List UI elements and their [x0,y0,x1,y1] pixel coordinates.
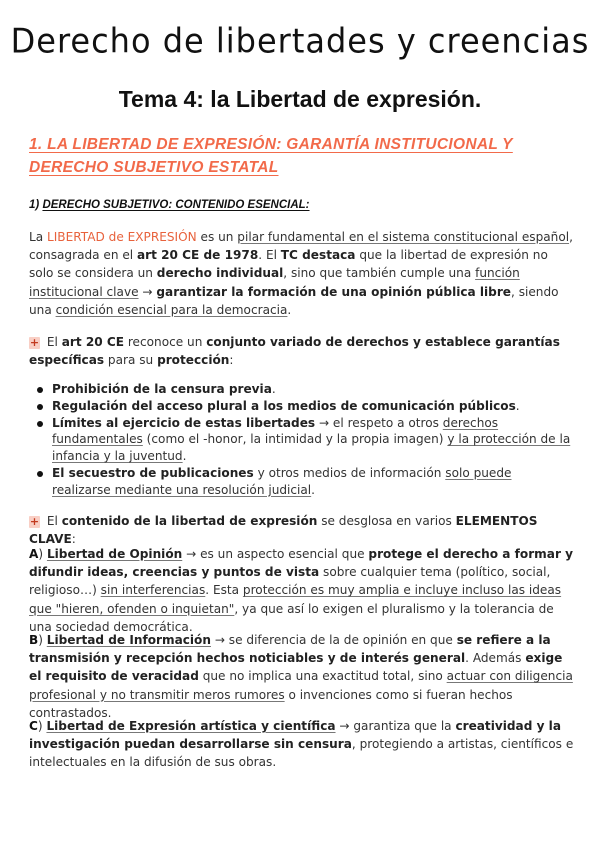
highlight-term: LIBERTAD de EXPRESIÓN [47,230,197,244]
bold-text: contenido de la libertad de expresión [61,514,318,528]
text-run: se desglosa en varios [317,514,456,528]
text-run: , sino que también cumple una [283,266,476,281]
bold-text: protege el derecho a formar y difundir ideas, creencias y puntos de vista [29,547,573,580]
text-run: , protegiendo a artistas, científicos e intelectuales en la difusión de sus obras. [29,737,574,770]
bullet-icon [37,387,43,393]
list-item [29,415,574,465]
list-item [29,398,574,415]
text-run: o invenciones como si fueran hechos contrastados. [29,687,513,720]
element-letter: A [29,547,39,561]
text-run: → es un aspecto esencial que [182,547,369,561]
text-run: ) [38,633,47,647]
element-letter: B [29,633,39,647]
bold-text: art 20 CE [61,335,124,349]
list-item [29,465,574,499]
subsection-heading [29,199,310,211]
underlined-text: función institucional clave [29,266,520,299]
underlined-text: pilar fundamental en el sistema constitucional español [237,230,570,244]
element-a [29,545,574,636]
bullet-list [29,381,574,499]
paragraph-art20 [29,333,574,369]
underlined-text: condición esencial para la democracia [55,302,288,317]
text-run: , consagrada en el [29,230,573,263]
paragraph-elements [29,512,574,548]
plus-icon: + [29,515,40,528]
text-run: → garantiza que la [335,719,456,733]
bold-text: conjunto variado de derechos y establece garantías específicas [29,335,560,368]
text-run: para su [104,353,158,368]
text-run: . [515,398,520,413]
underlined-text: solo puede realizarse mediante una resolución judicial [52,465,512,497]
bold-text: garantizar la formación de una opinión pública libre [156,284,512,299]
underlined-text: actuar con diligencia profesional y no transmitir meros rumores [29,669,573,702]
text-run: : [71,532,76,547]
text-run: → el respeto a otros [315,415,443,430]
element-title: Libertad de Opinión [46,547,183,561]
text-run: , ya que así lo exigen el pluralismo y la tolerancia de una sociedad democrática. [29,601,554,634]
paragraph-intro [29,228,574,319]
text-run: La [29,230,47,244]
bold-text: TC destaca [280,248,356,263]
bold-text: Regulación del acceso plural a los medios de comunicación públicos [52,398,516,413]
bold-text: art 20 CE de 1978 [137,248,259,263]
text-run: que no implica una exactitud total, sino [198,669,447,684]
text-run: reconoce un [124,335,207,349]
bold-text: derecho individual [156,266,284,281]
underlined-text: sin interferencias [100,583,206,598]
underlined-text: derechos fundamentales [52,415,499,447]
underlined-text: protección es muy amplia e incluye incluso las ideas que "hieren, ofenden o inquietan" [29,583,562,616]
subsection-number: 1) [29,199,40,211]
text-run: . Esta [205,583,243,598]
section-heading: 1. LA LIBERTAD DE EXPRESIÓN: GARANTÍA INSTITUCIONAL Y DERECHO SUBJETIVO ESTATAL [29,136,513,176]
subsection-label: DERECHO SUBJETIVO: CONTENIDO ESENCIAL: [42,199,310,211]
text-run: (como el -honor, la intimidad y la propia imagen) [142,432,448,447]
text-run: . Además [465,651,526,666]
text-run: sobre cualquier tema (político, social, religioso…) [29,565,551,598]
document-subtitle: Tema 4: la Libertad de expresión. [118,86,482,112]
text-run: . [182,449,187,464]
element-title: Libertad de Información [46,633,211,647]
element-letter: C [29,719,38,733]
bold-text: se refiere a la transmisión y recepción hechos noticiables y de interés general [29,633,551,666]
underlined-text: y la protección de la infancia y la juventud [52,432,571,464]
text-run: y otros medios de información [253,465,446,480]
text-run: es un [196,230,238,244]
document-title: Derecho de libertades y creencias [10,21,590,61]
text-run: El [43,335,62,349]
text-run: que la libertad de expresión no solo se considera un [29,248,548,281]
bold-text: protección [157,353,230,368]
text-run: . El [258,248,281,263]
text-run: . [271,382,276,396]
text-run: : [229,353,234,368]
plus-icon: + [29,336,40,349]
bold-text: Prohibición de la censura previa [52,382,272,396]
bold-text: ELEMENTOS CLAVE [29,514,538,547]
bold-text: Límites al ejercicio de estas libertades [52,415,316,430]
element-c [29,717,574,772]
bold-text: creatividad y la investigación puedan desarrollarse sin censura [29,719,561,752]
text-run: ) [37,719,47,733]
bullet-icon [37,404,43,410]
text-run: El [43,514,62,528]
bold-text: exige el requisito de veracidad [29,651,563,684]
text-run: → se diferencia de la de opinión en que [210,633,457,647]
arrow-text: → [138,284,157,299]
list-item [29,381,574,398]
text-run: , siendo una [29,284,559,317]
bullet-icon [37,471,43,477]
element-title: Libertad de Expresión artística y científica [46,719,336,733]
bold-text: El secuestro de publicaciones [52,465,254,480]
bullet-icon [37,421,43,427]
text-run: ) [38,547,47,561]
element-b [29,631,574,722]
text-run: . [287,302,292,317]
text-run: . [311,482,316,497]
